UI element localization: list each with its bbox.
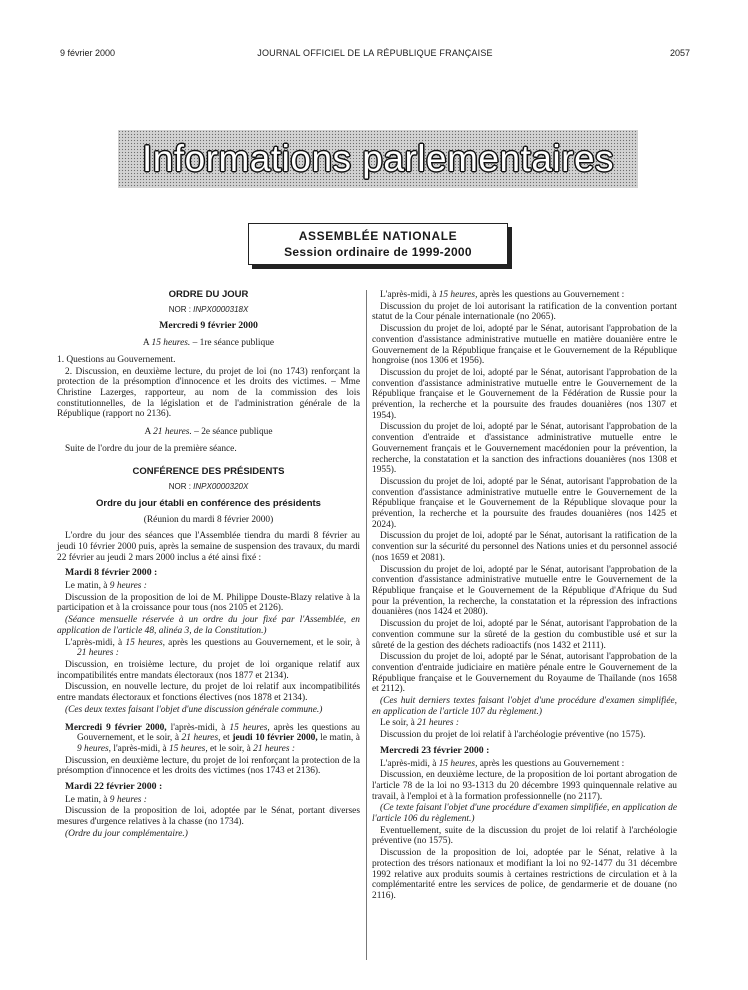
seance-2-prefix: A	[144, 427, 154, 438]
note-paragraph: (Séance mensuelle réservée à un ordre du jour fixé par l'Assemblée, en application de l'article 48, alinéa 3, de la Constitution.)	[57, 615, 360, 636]
paragraph: Discussion de la proposition de loi, adoptée par le Sénat, relative à la protection des trésors nationaux et modifiant la loi no 92-1477 du 31 décembre 1992 relative aux produits soumis à certaines restrictions de circulation et à la complémentarité entre les services de police, de gendarmerie et de douane (no 2116).	[372, 848, 677, 901]
paragraph: Eventuellement, suite de la discussion du projet de loi relatif à l'archéologie préventive (no 1575).	[372, 825, 677, 847]
time-prefix: L'après-midi, à	[380, 758, 439, 769]
reunion-line: (Réunion du mardi 8 février 2000)	[143, 514, 274, 525]
time-text: et	[220, 733, 233, 744]
time-text: le matin, à	[317, 733, 360, 744]
paragraph: Discussion du projet de loi, adopté par le Sénat, autorisant la ratification de la convention sur la sécurité du personnel des Nations unies et du personnel associé (nos 1659 et 2081).	[372, 531, 677, 563]
paragraph: Discussion du projet de loi, adopté par le Sénat, autorisant l'approbation de la convention d'entraide judiciaire en matière pénale entre le Gouvernement de la République française et le Gouvernement du Royaume de Thaïlande (nos 1658 et 2112).	[372, 652, 677, 695]
time-prefix: L'après-midi, à	[380, 290, 439, 300]
time-value: 21 heures :	[417, 718, 459, 729]
left-column	[57, 290, 360, 841]
note-paragraph: (Ordre du jour complémentaire.)	[65, 828, 188, 839]
banner-title: Informations parlementaires	[141, 138, 615, 179]
time-line	[372, 759, 677, 770]
time-value: 9 heures :	[109, 581, 147, 592]
time-value: 15 heures,	[438, 290, 478, 300]
item-1: 1. Questions au Gouvernement.	[57, 354, 176, 365]
ref-label: NOR :	[168, 304, 191, 314]
conference-title: CONFÉRENCE DES PRÉSIDENTS	[132, 466, 285, 478]
time-value: 21 heures :	[253, 743, 295, 754]
time-line	[57, 795, 360, 806]
day-schedule-paragraph	[57, 723, 360, 755]
day-heading: Mardi 22 février 2000 :	[65, 781, 163, 793]
ref-code: INPX0000320X	[193, 482, 249, 492]
paragraph: Discussion du projet de loi, adopté par le Sénat, autorisant l'approbation de la convention commune sur la sûreté de la gestion du combustible usé et sur la sûreté de la gestion des déchets radioactifs (nos 1432 et 2111).	[372, 619, 677, 651]
note-paragraph: (Ce texte faisant l'objet d'une procédure d'examen simplifiée, en application de l'article 106 du règlement.)	[372, 803, 677, 825]
seance-2-heading	[57, 427, 360, 438]
time-text: l'après-midi, à	[166, 722, 230, 733]
paragraph: Discussion, en deuxième lecture, de la proposition de loi portant abrogation de l'article 78 de la loi no 93-1313 du 20 décembre 1993 quinquennale relative au travail, à l'emploi et à la formation professionnelle (no 2117).	[372, 770, 677, 802]
column-divider	[366, 290, 367, 960]
assembly-name: ASSEMBLÉE NATIONALE	[298, 229, 458, 243]
suite-text: Suite de l'ordre du jour de la première séance.	[65, 443, 237, 454]
running-head	[60, 48, 690, 62]
header-page-number: 2057	[669, 48, 690, 58]
note-paragraph: (Ces deux textes faisant l'objet d'une discussion générale commune.)	[65, 704, 323, 715]
conference-ref	[57, 482, 360, 493]
note-paragraph: (Ces huit derniers textes faisant l'objet d'une procédure d'examen simplifiée, en application de l'article 107 du règlement.)	[372, 696, 677, 717]
paragraph: Discussion du projet de loi, adopté par le Sénat, autorisant l'approbation de la convention d'assistance administrative mutuelle entre le Gouvernement de la République française et le Gouvernement de la Fédération de Russie pour la prévention, la recherche et la poursuite des fraudes douanières (nos 1307 et 1954).	[372, 367, 677, 421]
time-value: 15 heures,	[168, 743, 208, 754]
time-value: 15 heures,	[438, 758, 478, 769]
time-line	[372, 718, 677, 729]
time-text: l'après-midi, à	[111, 743, 169, 754]
paragraph: Discussion du projet de loi, adopté par le Sénat, autorisant l'approbation de la convention d'assistance administrative mutuelle en matière douanière entre le Gouvernement de la République française et le Gouvernement de la République hongroise (nos 1306 et 1956).	[372, 324, 677, 367]
time-prefix: L'après-midi, à	[65, 637, 126, 648]
seance-1-time: 15 heures.	[151, 338, 191, 349]
time-value: 21 heures :	[77, 648, 119, 659]
time-line	[57, 581, 360, 592]
seance-2-label: – 2e séance publique	[191, 427, 273, 438]
seance-2-time: 21 heures.	[153, 427, 192, 438]
header-journal-title: JOURNAL OFFICIEL DE LA RÉPUBLIQUE FRANÇAISE	[257, 48, 493, 58]
conference-subtitle: Ordre du jour établi en conférence des présidents	[96, 497, 321, 509]
time-line	[57, 638, 360, 659]
paragraph: Discussion, en nouvelle lecture, du projet de loi relatif aux incompatibilités entre mandats électoraux et fonctions électives (nos 1878 et 2134).	[57, 682, 360, 704]
time-value: 21 heures,	[181, 733, 221, 744]
time-prefix: Le matin, à	[65, 581, 110, 592]
time-value: 9 heures,	[77, 743, 112, 754]
time-text: après les questions au Gouvernement, et le soir, à	[164, 637, 360, 648]
paragraph: Discussion du projet de loi autorisant la ratification de la convention portant statut de la Cour pénale internationale (no 2065).	[372, 301, 677, 323]
assembly-box	[248, 223, 508, 265]
ordre-du-jour-title: ORDRE DU JOUR	[168, 289, 249, 300]
time-line	[372, 290, 677, 301]
time-prefix: Le matin, à	[65, 794, 110, 805]
time-text: après les questions au Gouvernement :	[477, 290, 625, 300]
seance-1-label: – 1re séance publique	[190, 338, 275, 349]
item-2: 2. Discussion, en deuxième lecture, du projet de loi (no 1743) renforçant la protection de la présomption d'innocence et les droits des victimes. – Mme Christine Lazerges, rapporteur, au nom de la commission des lois constitutionnelles, de la législation et de l'administration générale de la République (rapport no 2136).	[57, 366, 360, 420]
paragraph: Discussion du projet de loi, adopté par le Sénat, autorisant l'approbation de la convention d'assistance administrative mutuelle entre le Gouvernement de la République française et le Gouvernement de la République d'Afrique du Sud pour la prévention, la recherche, la constatation et la répression des infractions douanières (nos 1424 et 2080).	[372, 564, 677, 618]
seance-1-heading	[57, 338, 360, 349]
header-date: 9 février 2000	[60, 48, 116, 58]
time-text: et le soir, à	[207, 743, 254, 754]
ref-code: INPX0000318X	[193, 304, 249, 314]
ref-label: NOR :	[168, 482, 191, 492]
paragraph: Discussion du projet de loi relatif à l'archéologie préventive (no 1575).	[380, 730, 646, 741]
time-value: 9 heures :	[109, 794, 147, 805]
paragraph: Discussion de la proposition de loi, adoptée par le Sénat, portant diverses mesures d'urgence relatives à la chasse (no 1734).	[57, 806, 360, 828]
paragraph: Discussion du projet de loi, adopté par le Sénat, autorisant l'approbation de la convention d'entraide et d'assistance administrative mutuelle entre le Gouvernement français et le Gouvernement macédonien pour la prévention, la recherche, la constatation et la sanction des infractions douanières (nos 1308 et 1955).	[372, 422, 677, 476]
time-text: après les questions au Gouvernement :	[477, 758, 625, 769]
day-heading: Mardi 8 février 2000 :	[65, 567, 158, 579]
time-text: après les questions au Gouvernement, et le soir, à	[77, 722, 360, 744]
right-column	[372, 290, 677, 903]
ordre-du-jour-date: Mercredi 9 février 2000	[159, 320, 258, 332]
ordre-du-jour-ref	[57, 305, 360, 316]
day-heading: Mercredi 9 février 2000,	[65, 722, 167, 733]
paragraph: Discussion du projet de loi, adopté par le Sénat, autorisant l'approbation de la convention d'assistance administrative mutuelle entre le Gouvernement de la République française et le Gouvernement de la République slovaque pour la prévention, la recherche et la poursuite des fraudes douanières (nos 1425 et 2024).	[372, 476, 677, 530]
assembly-session: Session ordinaire de 1999-2000	[284, 245, 472, 259]
time-value: 15 heures,	[125, 637, 165, 648]
paragraph: Discussion, en troisième lecture, du projet de loi organique relatif aux incompatibilités entre mandats électoraux (nos 1877 et 2134).	[57, 659, 360, 681]
day-heading: Mercredi 23 février 2000 :	[380, 744, 490, 756]
time-value: 15 heures,	[229, 722, 270, 733]
paragraph: Discussion de la proposition de loi de M. Philippe Douste-Blazy relative à la participation et à la croissance pour tous (nos 2105 et 2126).	[57, 592, 360, 614]
seance-1-prefix: A	[142, 338, 152, 349]
paragraph: Discussion, en deuxième lecture, du projet de loi renforçant la protection de la présomption d'innocence et les droits des victimes (nos 1743 et 2136).	[57, 755, 360, 777]
time-prefix: Le soir, à	[380, 718, 418, 729]
day-heading: jeudi 10 février 2000,	[232, 733, 318, 744]
intro-paragraph: L'ordre du jour des séances que l'Assemblée tiendra du mardi 8 février au jeudi 10 février 2000 puis, après la semaine de suspension des travaux, du mardi 22 février au jeudi 2 mars 2000 inclus a été ainsi fixé :	[57, 531, 360, 563]
